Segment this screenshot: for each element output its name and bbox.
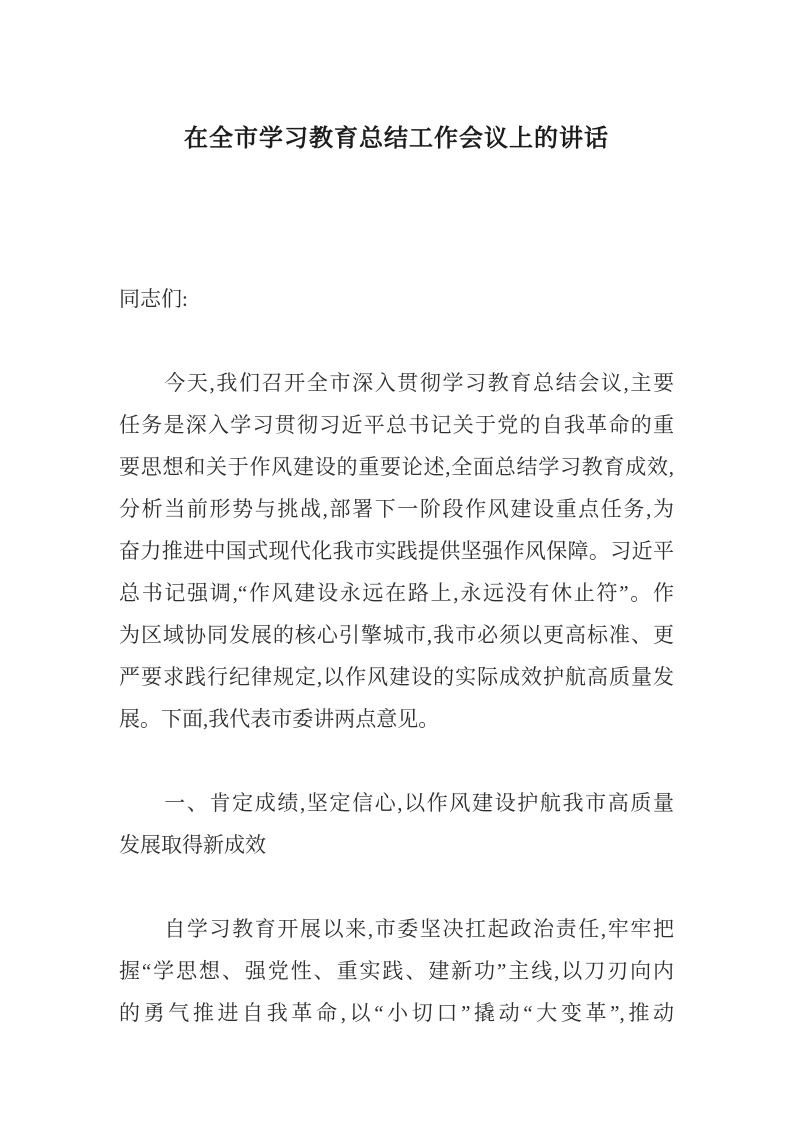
text-line: 展。下面,我代表市委讲两点意见。: [119, 707, 440, 731]
text-line: 总书记强调,“作风建设永远在路上,永远没有休止符”。作: [119, 581, 674, 605]
section-heading-1: [119, 782, 674, 866]
text-line: 奋力推进中国式现代化我市实践提供坚强作风保障。习近平: [119, 539, 674, 563]
paragraph-section-1-body: [119, 908, 674, 1034]
text-line: 一、肯定成绩,坚定信心,以作风建设护航我市高质量: [119, 791, 674, 815]
text-line: 发展取得新成效: [119, 833, 266, 857]
text-line: 任务是深入学习贯彻习近平总书记关于党的自我革命的重: [119, 413, 674, 437]
text-line: 的勇气推进自我革命,以“小切口”撬动“大变革”,推动: [119, 1001, 674, 1025]
text-line: 为区域协同发展的核心引擎城市,我市必须以更高标准、更: [119, 623, 674, 647]
text-line: 自学习教育开展以来,市委坚决扛起政治责任,牢牢把: [119, 917, 674, 941]
text-line: 分析当前形势与挑战,部署下一阶段作风建设重点任务,为: [119, 497, 674, 521]
text-line: 握“学思想、强党性、重实践、建新功”主线,以刀刃向内: [119, 959, 674, 983]
salutation: 同志们:: [119, 287, 188, 311]
text-line: 要思想和关于作风建设的重要论述,全面总结学习教育成效,: [119, 455, 674, 479]
text-line: 今天,我们召开全市深入贯彻学习教育总结会议,主要: [119, 371, 674, 395]
text-line: 严要求践行纪律规定,以作风建设的实际成效护航高质量发: [119, 665, 674, 689]
paragraph-opening: [119, 362, 674, 740]
document-title: 在全市学习教育总结工作会议上的讲话: [184, 126, 609, 152]
